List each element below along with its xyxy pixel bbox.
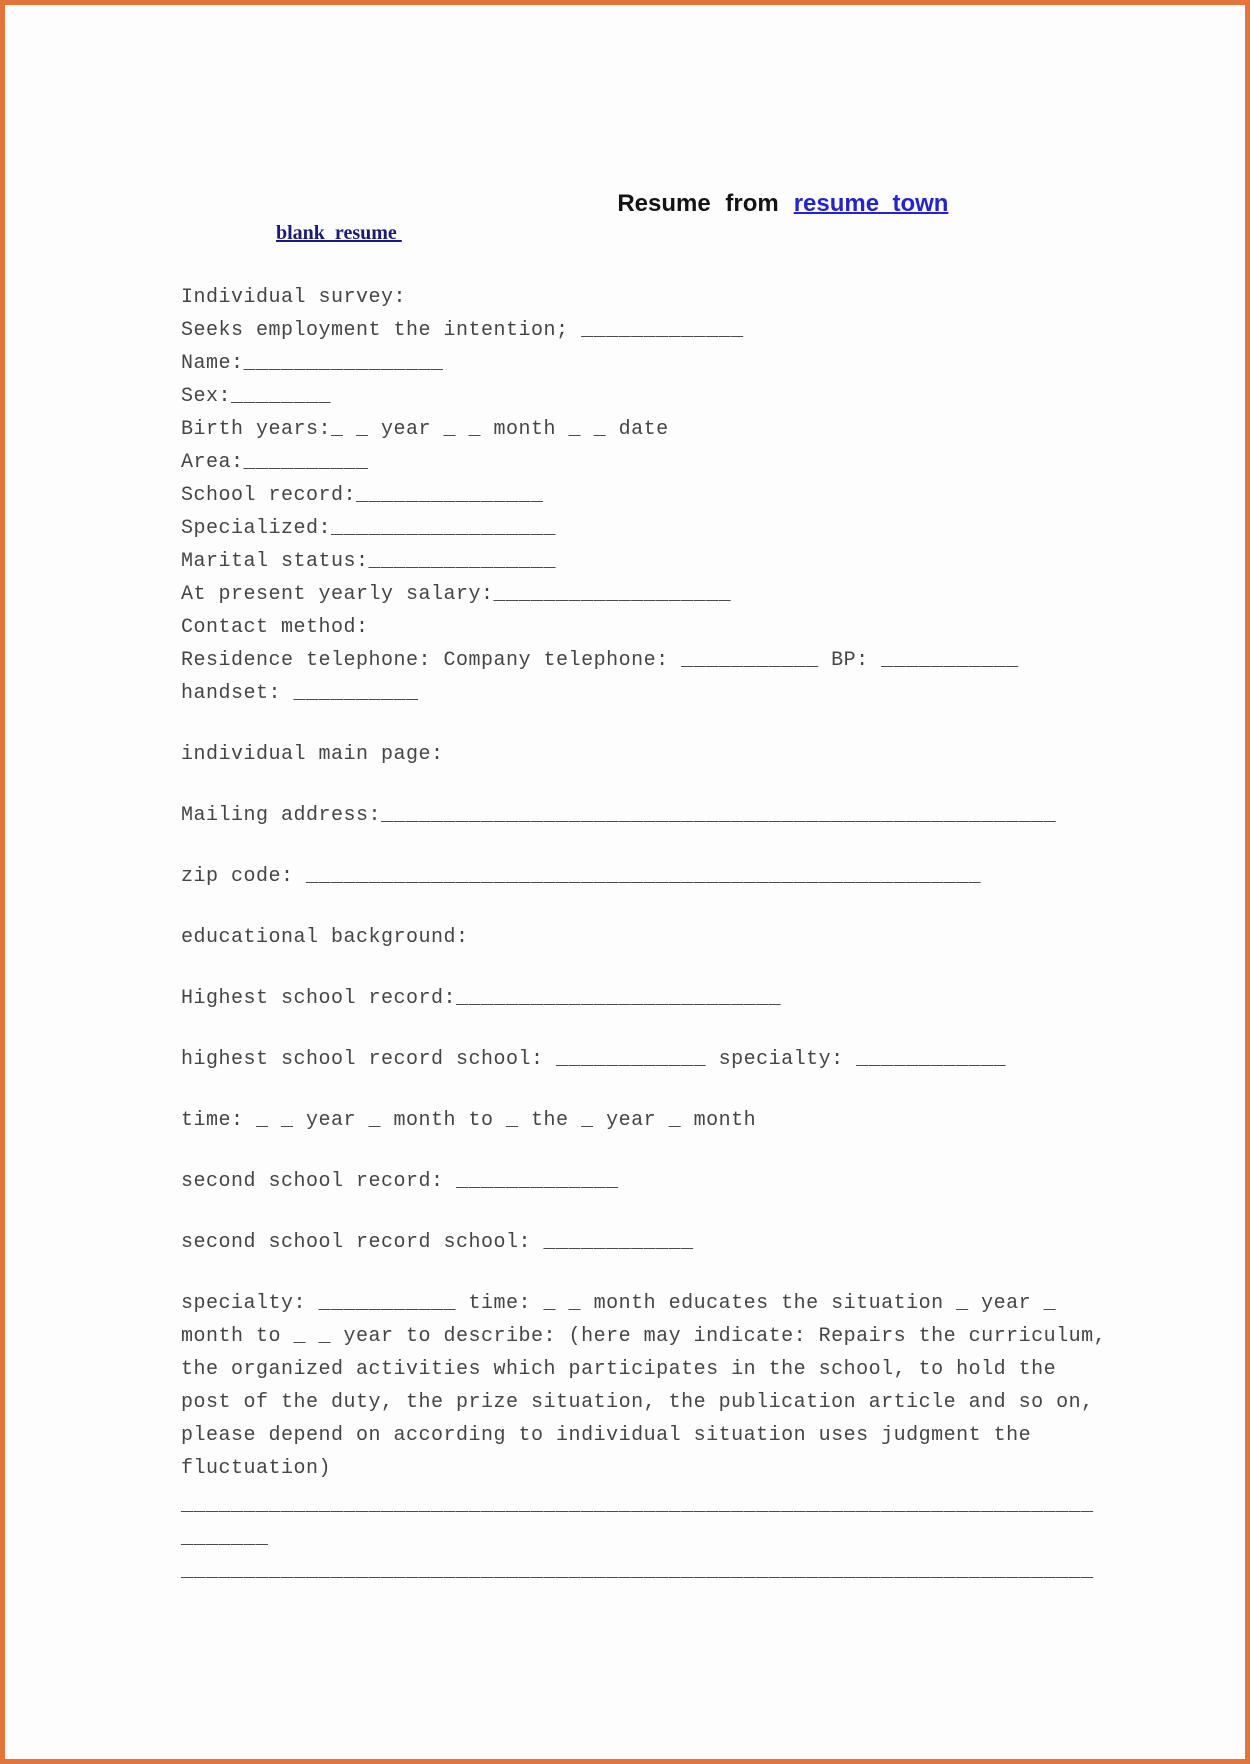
form-line-specialized: Specialized:__________________: [181, 517, 557, 540]
form-line-school-record: School record:_______________: [181, 484, 544, 507]
form-line-contact-method: Contact method:: [181, 616, 369, 639]
form-line-yearly-salary: At present yearly salary:___________________: [181, 583, 732, 606]
form-line-second-school-record-school: second school record school: ____________: [181, 1231, 694, 1254]
paragraph-line-3: the organized activities which participates in the school, to hold the: [181, 1358, 1057, 1381]
paragraph-line-2: month to _ _ year to describe: (here may indicate: Repairs the curriculum,: [181, 1325, 1107, 1348]
form-line-handset: handset: __________: [181, 682, 419, 705]
paragraph-line-1: specialty: ___________ time: _ _ month educates the situation _ year _: [181, 1292, 1057, 1315]
paragraph-line-5: please depend on according to individual situation uses judgment the: [181, 1424, 1032, 1447]
page-title: [588, 162, 948, 218]
form-line-educational-background: educational background:: [181, 926, 469, 949]
form-line-mailing-address: Mailing address:______________________________________________________: [181, 804, 1057, 827]
form-line-zip-code: zip code: ______________________________________________________: [181, 865, 982, 888]
document-body: [181, 281, 1106, 1588]
form-line-name: Name:________________: [181, 352, 444, 375]
blank-resume-link[interactable]: blank_resume: [276, 222, 402, 244]
form-line-highest-record-school-specialty: highest school record school: ____________ specialty: ____________: [181, 1048, 1007, 1071]
paragraph-line-4: post of the duty, the prize situation, the publication article and so on,: [181, 1391, 1094, 1414]
blank-write-in-line: _________________________________________________________________________: [181, 1560, 1094, 1583]
blank-write-in-line: _________________________________________________________________________: [181, 1494, 1094, 1517]
form-line-second-school-record: second school record: _____________: [181, 1170, 619, 1193]
blank-write-in-line-short: _______: [181, 1527, 269, 1550]
form-line-marital-status: Marital status:_______________: [181, 550, 557, 573]
form-line-time: time: _ _ year _ month to _ the _ year _ month: [181, 1109, 757, 1132]
form-line-sex: Sex:________: [181, 385, 332, 408]
form-line-area: Area:__________: [181, 451, 369, 474]
form-line-telephones: Residence telephone: Company telephone: ___________ BP: ___________: [181, 649, 1019, 672]
form-line-birth-years: Birth years:_ _ year _ _ month _ _ date: [181, 418, 669, 441]
page-title-text: Resume from: [617, 190, 779, 217]
form-line-employment-intention: Seeks employment the intention; _____________: [181, 319, 744, 342]
resume-town-link[interactable]: resume_town: [793, 190, 949, 217]
form-line-individual-main-page: individual main page:: [181, 743, 444, 766]
form-line-individual-survey: Individual survey:: [181, 286, 407, 309]
paragraph-line-6: fluctuation): [181, 1457, 332, 1480]
form-line-highest-school-record: Highest school record:__________________________: [181, 987, 782, 1010]
